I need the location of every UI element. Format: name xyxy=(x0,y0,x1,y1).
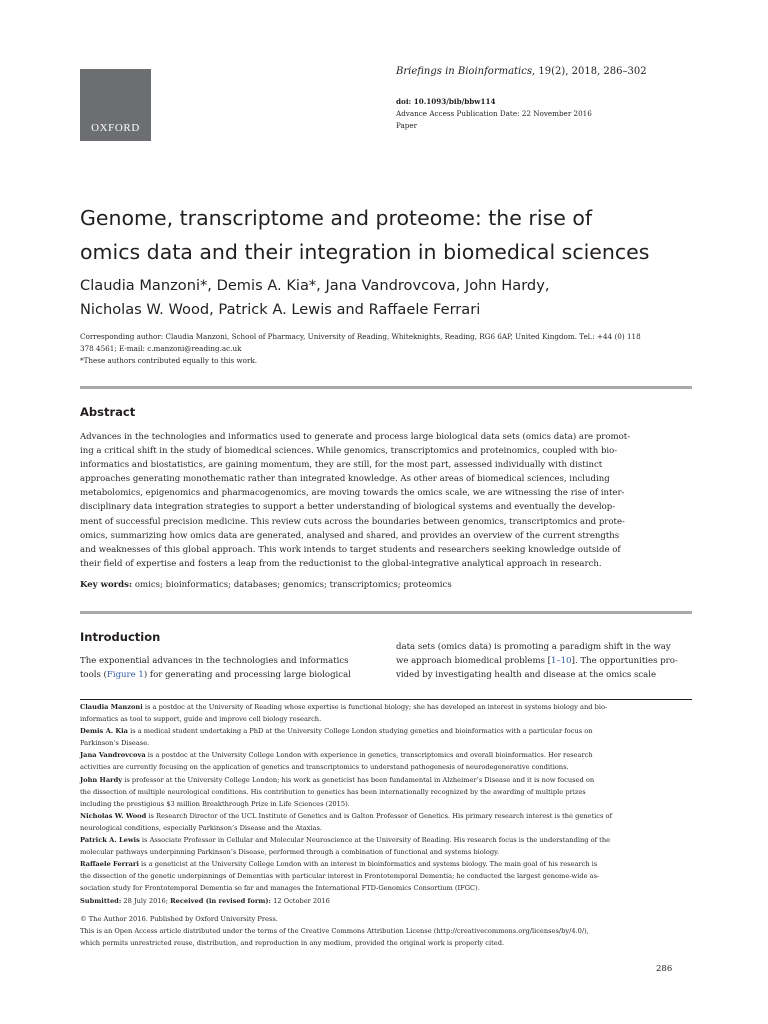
footnote-rule xyxy=(80,699,692,700)
abstract-text xyxy=(80,430,692,571)
authors-line-1: Claudia Manzoni*, Demis A. Kia*, Jana Vandrovcova, John Hardy, xyxy=(80,277,550,294)
bio-continuation: sociation study for Frontotemporal Dementia so far and manages the International FTD-Genomics Consortium (IFGC). xyxy=(80,884,480,893)
license-block xyxy=(80,913,692,949)
bio-text: is professor at the University College London; his work as geneticist has been fundamental in Alzheimer’s Disease and it is now focused on xyxy=(122,775,595,784)
abstract-line: approaches generating monothematic rather than integrated knowledge. As other areas of biomedical sciences, including xyxy=(80,474,610,485)
bio-name: Raffaele Ferrari xyxy=(80,860,139,869)
author-bios xyxy=(80,701,692,907)
bio-name: Demis A. Kia xyxy=(80,727,128,736)
bio-continuation: the dissection of the genetic underpinnings of Dementias with particular interest in Frontotemporal Dementia; he conducted the largest genome-wide as- xyxy=(80,872,600,881)
abstract-line: metabolomics, epigenomics and pharmacogenomics, are moving towards the omics scale, we are witnessing the rise of inter- xyxy=(80,488,625,499)
correspondence-line-1: Corresponding author: Claudia Manzoni, School of Pharmacy, University of Reading, Whiteknights, Reading, RG6 6AP, United Kingdom. Tel.: +44 (0) 118 xyxy=(80,332,641,341)
correspondence xyxy=(80,331,692,367)
received-date: 12 October 2016 xyxy=(270,896,330,905)
abstract-heading: Abstract xyxy=(80,405,136,419)
abstract-line: ing a critical shift in the study of biomedical sciences. While genomics, transcriptomics and proteinomics, coupled with bio- xyxy=(80,446,618,457)
bio-text: is a geneticist at the University College London with an interest in bioinformatics and systems biology. The main goal of his research is xyxy=(138,860,598,869)
bio-continuation: neurological conditions, especially Parkinson’s Disease and the Ataxias. xyxy=(80,823,323,832)
abstract-line: informatics and biostatistics, are gaining momentum, they are still, for the most part, assessed individually with distinct xyxy=(80,460,603,471)
page-number: 286 xyxy=(656,964,673,974)
bio-name: John Hardy xyxy=(80,775,123,784)
bio-continuation: including the prestigious $3 million Breakthrough Prize in Life Sciences (2015). xyxy=(80,799,350,808)
keywords xyxy=(80,580,692,590)
bio-text: is a postdoc at the University of Reading whose expertise is functional biology; she has developed an interest in systems biology and bio- xyxy=(142,703,608,711)
article-type: Paper xyxy=(396,121,418,130)
bio-continuation: the dissection of multiple neurological conditions. His contribution to genetics has been internationally recognized by the awarding of multiple prizes xyxy=(80,787,586,796)
abstract-line: and weaknesses of this global approach. This work intends to target students and researchers seeking knowledge outside of xyxy=(80,544,621,555)
intro-column-left xyxy=(80,654,373,682)
submitted-date: 28 July 2016; xyxy=(121,896,171,905)
abstract-top-rule xyxy=(80,386,692,389)
title-line-1: Genome, transcriptome and proteome: the rise of xyxy=(80,206,593,230)
submitted-label: Submitted: xyxy=(80,896,122,905)
abstract-line: their field of expertise and fosters a leap from the reductionist to the global-integrative analytical approach in research. xyxy=(80,558,602,569)
journal-citation xyxy=(396,66,647,77)
equal-contribution-note: *These authors contributed equally to this work. xyxy=(80,356,258,365)
abstract-line: disciplinary data integration strategies to support a better understanding of biological systems and eventually the develop- xyxy=(80,502,616,513)
intro-right-line-1: data sets (omics data) is promoting a paradigm shift in the way xyxy=(396,642,671,652)
bio-entry xyxy=(80,834,692,846)
doi[interactable]: doi: 10.1093/bib/bbw114 xyxy=(396,97,496,106)
bio-text: is a medical student undertaking a PhD at the University College London studying genetics and bioinformatics with a particular focus on xyxy=(127,727,593,736)
citation-details: , 19(2), 2018, 286–302 xyxy=(532,66,647,77)
bio-entry xyxy=(80,701,692,713)
title-line-2: omics data and their integration in biomedical sciences xyxy=(80,240,650,264)
intro-left-line-2 xyxy=(80,668,373,682)
abstract-line: Advances in the technologies and informatics used to generate and process large biological data sets (omics data) are promot- xyxy=(80,432,631,442)
intro-right-line-3: vided by investigating health and disease at the omics scale xyxy=(396,670,657,681)
bio-entry xyxy=(80,774,692,786)
intro-column-right xyxy=(396,640,692,683)
bio-continuation: informatics as tool to support, guide and improve cell biology research. xyxy=(80,715,322,724)
bio-text: is Research Director of the UCL Institute of Genetics and is Galton Professor of Genetics. His primary research interest is the genetics of xyxy=(146,811,612,820)
reference-link[interactable]: 1–10 xyxy=(551,656,572,667)
bio-entry xyxy=(80,749,692,761)
submission-dates xyxy=(80,895,692,907)
introduction-heading: Introduction xyxy=(80,630,161,644)
oxford-logo xyxy=(80,69,151,141)
intro-left-line-1: The exponential advances in the technologies and informatics xyxy=(80,656,349,666)
keywords-label: Key words: xyxy=(80,580,133,590)
bio-entry xyxy=(80,858,692,870)
authors-line-2: Nicholas W. Wood, Patrick A. Lewis and Raffaele Ferrari xyxy=(80,301,481,318)
license-line-1: This is an Open Access article distributed under the terms of the Creative Commons Attribution License (http://creativecommons.org/licenses/by/4.0/), xyxy=(80,927,589,936)
bio-continuation: Parkinson’s Disease. xyxy=(80,739,150,748)
intro-left-text: tools ( xyxy=(80,670,107,681)
logo-text: OXFORD xyxy=(91,122,140,134)
bio-continuation: activities are currently focusing on the application of genetics and transcriptomics to understand pathogenesis of neurodegenerative conditions. xyxy=(80,763,569,772)
keywords-list: omics; bioinformatics; databases; genomics; transcriptomics; proteomics xyxy=(132,580,452,590)
bio-entry xyxy=(80,725,692,737)
abstract-line: omics, summarizing how omics data are generated, analysed and shared, and provides an overview of the current strengths xyxy=(80,530,620,541)
abstract-line: ment of successful precision medicine. This review cuts across the boundaries between genomics, transcriptomics and prote- xyxy=(80,516,625,527)
intro-right-text: ]. The opportunities pro- xyxy=(571,656,678,667)
intro-right-line-2 xyxy=(396,654,692,668)
license-line-2: which permits unrestricted reuse, distribution, and reproduction in any medium, provided the original work is properly cited. xyxy=(80,939,505,948)
bio-name: Claudia Manzoni xyxy=(80,703,143,711)
received-label: Received (in revised form): xyxy=(170,896,271,905)
article-title xyxy=(80,201,720,269)
bio-entry xyxy=(80,810,692,822)
advance-access-date: Advance Access Publication Date: 22 November 2016 xyxy=(396,109,592,118)
intro-right-text: we approach biomedical problems [ xyxy=(396,656,552,667)
journal-name: Briefings in Bioinformatics xyxy=(396,66,532,77)
bio-name: Nicholas W. Wood xyxy=(80,811,147,820)
article-meta xyxy=(396,96,592,132)
bio-name: Jana Vandrovcova xyxy=(80,751,146,760)
copyright: © The Author 2016. Published by Oxford University Press. xyxy=(80,915,278,923)
abstract-bottom-rule xyxy=(80,611,692,614)
bio-continuation: molecular pathways underpinning Parkinson’s Disease, performed through a combination of functional and systems biology. xyxy=(80,848,500,857)
bio-name: Patrick A. Lewis xyxy=(80,836,140,845)
intro-left-text: ) for generating and processing large biological xyxy=(143,670,351,681)
correspondence-line-2: 378 4561; E-mail: c.manzoni@reading.ac.uk xyxy=(80,344,242,353)
author-list xyxy=(80,274,720,322)
bio-text: is a postdoc at the University College London with experience in genetics, transcriptomics and overall bioinformatics. Her research xyxy=(145,751,593,760)
figure-1-link[interactable]: Figure 1 xyxy=(106,670,144,681)
bio-text: is Associate Professor in Cellular and Molecular Neuroscience at the University of Reading. His research focus is the understanding of the xyxy=(139,836,611,845)
